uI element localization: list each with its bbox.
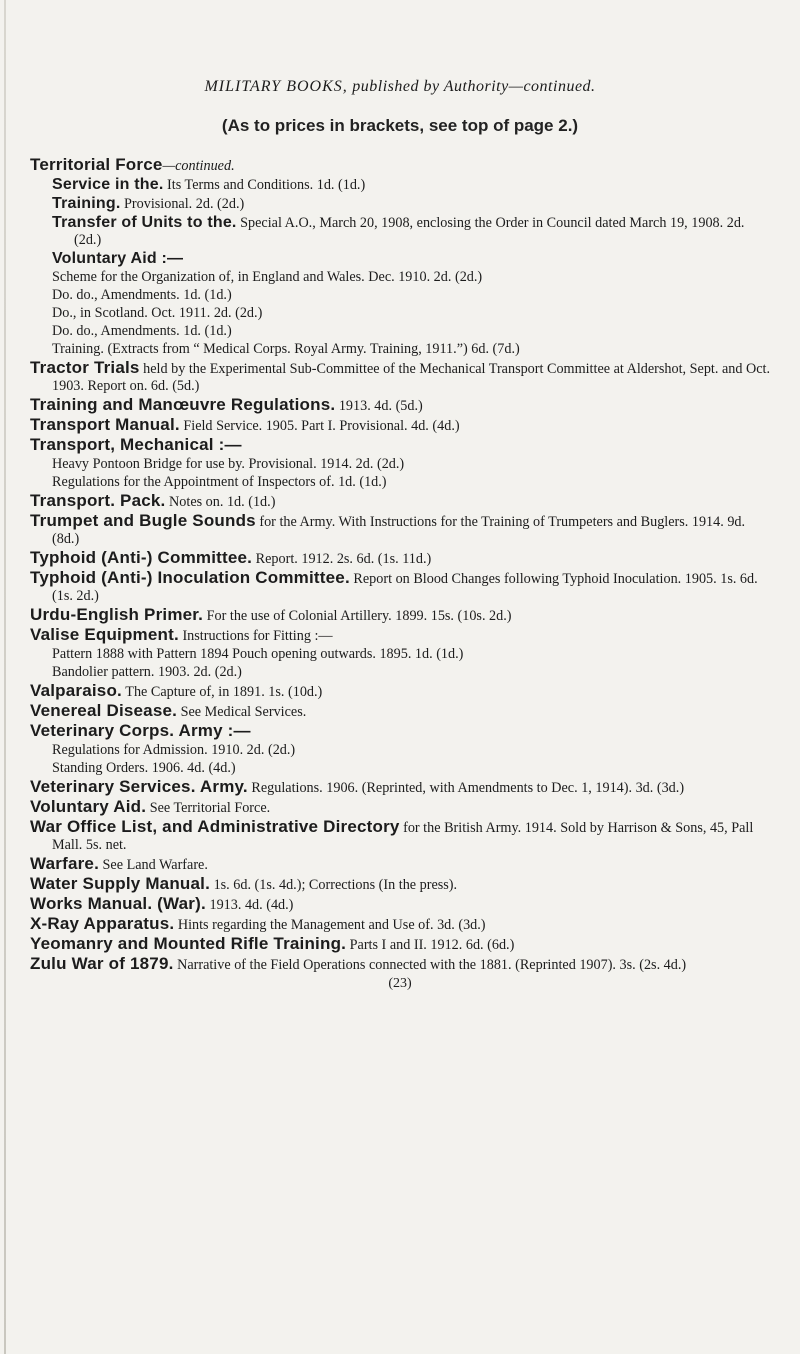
entry-heading: Training and Manœuvre Regulations. xyxy=(30,395,336,414)
index-entry xyxy=(30,855,770,874)
index-entry xyxy=(30,250,770,268)
entry-text: Regulations. 1906. (Reprinted, with Amendments to Dec. 1, 1914). 3d. (3d.) xyxy=(247,780,685,796)
index-entry xyxy=(30,269,770,286)
entry-text: Special A.O., March 20, 1908, enclosing the Order in Council dated March 19, 1908. 2d. (2d.) xyxy=(74,215,745,248)
entry-list xyxy=(30,156,770,974)
entry-text: Its Terms and Conditions. 1d. (1d.) xyxy=(163,177,366,193)
index-entry xyxy=(30,305,770,322)
index-entry xyxy=(30,549,770,568)
entry-text: Scheme for the Organization of, in England and Wales. Dec. 1910. 2d. (2d.) xyxy=(52,269,483,285)
entry-text: Notes on. 1d. (1d.) xyxy=(165,494,276,510)
entry-heading: X-Ray Apparatus. xyxy=(30,914,175,933)
entry-text: For the use of Colonial Artillery. 1899. 15s. (10s. 2d.) xyxy=(203,608,512,624)
entry-text: 1913. 4d. (5d.) xyxy=(335,398,423,414)
entry-heading: War Office List, and Administrative Directory xyxy=(30,817,400,836)
entry-heading: Transport. Pack. xyxy=(30,491,166,510)
index-entry xyxy=(30,875,770,894)
index-entry xyxy=(30,474,770,491)
index-entry xyxy=(30,818,770,854)
index-entry xyxy=(30,396,770,415)
entry-heading: Typhoid (Anti-) Inoculation Committee. xyxy=(30,568,350,587)
index-entry xyxy=(30,778,770,797)
running-head-title: MILITARY BOOKS, xyxy=(204,78,348,95)
index-entry xyxy=(30,742,770,759)
entry-heading: Urdu-English Primer. xyxy=(30,605,204,624)
index-entry xyxy=(30,682,770,701)
index-entry xyxy=(30,722,770,741)
index-entry xyxy=(30,626,770,645)
running-head xyxy=(30,78,770,96)
entry-heading: Transfer of Units to the. xyxy=(52,214,237,231)
index-entry xyxy=(30,323,770,340)
entry-text: Heavy Pontoon Bridge for use by. Provisional. 1914. 2d. (2d.) xyxy=(52,456,405,472)
entry-heading: Veterinary Corps. Army :— xyxy=(30,721,251,740)
entry-text: See Territorial Force. xyxy=(146,800,271,816)
index-entry xyxy=(30,935,770,954)
entry-heading: Valise Equipment. xyxy=(30,625,179,644)
index-entry xyxy=(30,436,770,455)
index-entry xyxy=(30,195,770,213)
index-entry xyxy=(30,156,770,175)
entry-text: held by the Experimental Sub-Committee of the Mechanical Transport Committee at Aldershot, Sept. and Oct. 1903. Report on. 6d. (5d.) xyxy=(52,361,771,394)
entry-text: Training. (Extracts from “ Medical Corps. Royal Army. Training, 1911.”) 6d. (7d.) xyxy=(52,341,520,357)
page-number: (23) xyxy=(388,976,412,991)
entry-heading: Voluntary Aid. xyxy=(30,797,147,816)
entry-text: Do. do., Amendments. 1d. (1d.) xyxy=(52,323,232,339)
index-entry xyxy=(30,456,770,473)
entry-text: Instructions for Fitting :— xyxy=(178,628,333,644)
entry-text: Pattern 1888 with Pattern 1894 Pouch opening outwards. 1895. 1d. (1d.) xyxy=(52,646,464,662)
entry-heading: Training. xyxy=(52,195,121,212)
entry-text: See Medical Services. xyxy=(177,704,307,720)
entry-text: Narrative of the Field Operations connected with the 1881. (Reprinted 1907). 3s. (2s. 4d.) xyxy=(173,957,687,973)
index-entry xyxy=(30,359,770,395)
entry-heading: Territorial Force xyxy=(30,155,163,174)
index-entry xyxy=(30,760,770,777)
entry-text: Provisional. 2d. (2d.) xyxy=(120,196,245,212)
entry-text: 1913. 4d. (4d.) xyxy=(205,897,294,913)
index-entry xyxy=(30,287,770,304)
entry-heading: Transport Manual. xyxy=(30,415,180,434)
entry-text: 1s. 6d. (1s. 4d.); Corrections (In the press). xyxy=(210,877,458,893)
index-entry xyxy=(30,512,770,548)
entry-heading: Trumpet and Bugle Sounds xyxy=(30,511,256,530)
index-entry xyxy=(30,341,770,358)
index-entry xyxy=(30,702,770,721)
index-entry xyxy=(30,569,770,605)
entry-heading: Works Manual. (War). xyxy=(30,894,206,913)
index-entry xyxy=(30,798,770,817)
entry-text: Do., in Scotland. Oct. 1911. 2d. (2d.) xyxy=(52,305,263,321)
index-entry xyxy=(30,214,770,249)
entry-heading: Yeomanry and Mounted Rifle Training. xyxy=(30,934,347,953)
index-entry xyxy=(30,646,770,663)
entry-text: for the British Army. 1914. Sold by Harrison & Sons, 45, Pall Mall. 5s. net. xyxy=(52,820,754,853)
entry-text: for the Army. With Instructions for the Training of Trumpeters and Buglers. 1914. 9d. (8d.) xyxy=(52,514,746,547)
entry-text: Hints regarding the Management and Use of. 3d. (3d.) xyxy=(174,917,486,933)
entry-text: Do. do., Amendments. 1d. (1d.) xyxy=(52,287,232,303)
entry-text: Regulations for Admission. 1910. 2d. (2d.) xyxy=(52,742,296,758)
entry-text: Standing Orders. 1906. 4d. (4d.) xyxy=(52,760,236,776)
entry-text: Bandolier pattern. 1903. 2d. (2d.) xyxy=(52,664,242,680)
entry-heading: Zulu War of 1879. xyxy=(30,954,174,973)
index-entry xyxy=(30,955,770,974)
index-entry xyxy=(30,176,770,194)
entry-heading: Voluntary Aid :— xyxy=(52,250,184,267)
entry-text: Regulations for the Appointment of Inspectors of. 1d. (1d.) xyxy=(52,474,387,490)
entry-text: Report. 1912. 2s. 6d. (1s. 11d.) xyxy=(252,551,432,567)
entry-text: Parts I and II. 1912. 6d. (6d.) xyxy=(346,937,515,953)
entry-heading: Tractor Trials xyxy=(30,358,140,377)
entry-heading: Service in the. xyxy=(52,176,164,193)
entry-text: Field Service. 1905. Part I. Provisional. 4d. (4d.) xyxy=(179,418,460,434)
running-head-rest: published by Authority—continued. xyxy=(352,78,596,95)
entry-heading: Water Supply Manual. xyxy=(30,874,211,893)
entry-heading: Warfare. xyxy=(30,854,99,873)
price-note: (As to prices in brackets, see top of page 2.) xyxy=(221,116,579,135)
entry-heading: Valparaiso. xyxy=(30,681,122,700)
index-entry xyxy=(30,664,770,681)
index-entry xyxy=(30,606,770,625)
entry-heading: Typhoid (Anti-) Committee. xyxy=(30,548,253,567)
entry-italic-note: —continued. xyxy=(162,158,235,174)
index-entry xyxy=(30,416,770,435)
entry-text: See Land Warfare. xyxy=(99,857,208,873)
entry-heading: Venereal Disease. xyxy=(30,701,178,720)
index-entry xyxy=(30,895,770,914)
entry-text: The Capture of, in 1891. 1s. (10d.) xyxy=(121,684,323,700)
entry-heading: Transport, Mechanical :— xyxy=(30,435,242,454)
index-entry xyxy=(30,492,770,511)
index-entry xyxy=(30,915,770,934)
entry-text: Report on Blood Changes following Typhoid Inoculation. 1905. 1s. 6d. (1s. 2d.) xyxy=(52,571,758,604)
entry-heading: Veterinary Services. Army. xyxy=(30,777,248,796)
